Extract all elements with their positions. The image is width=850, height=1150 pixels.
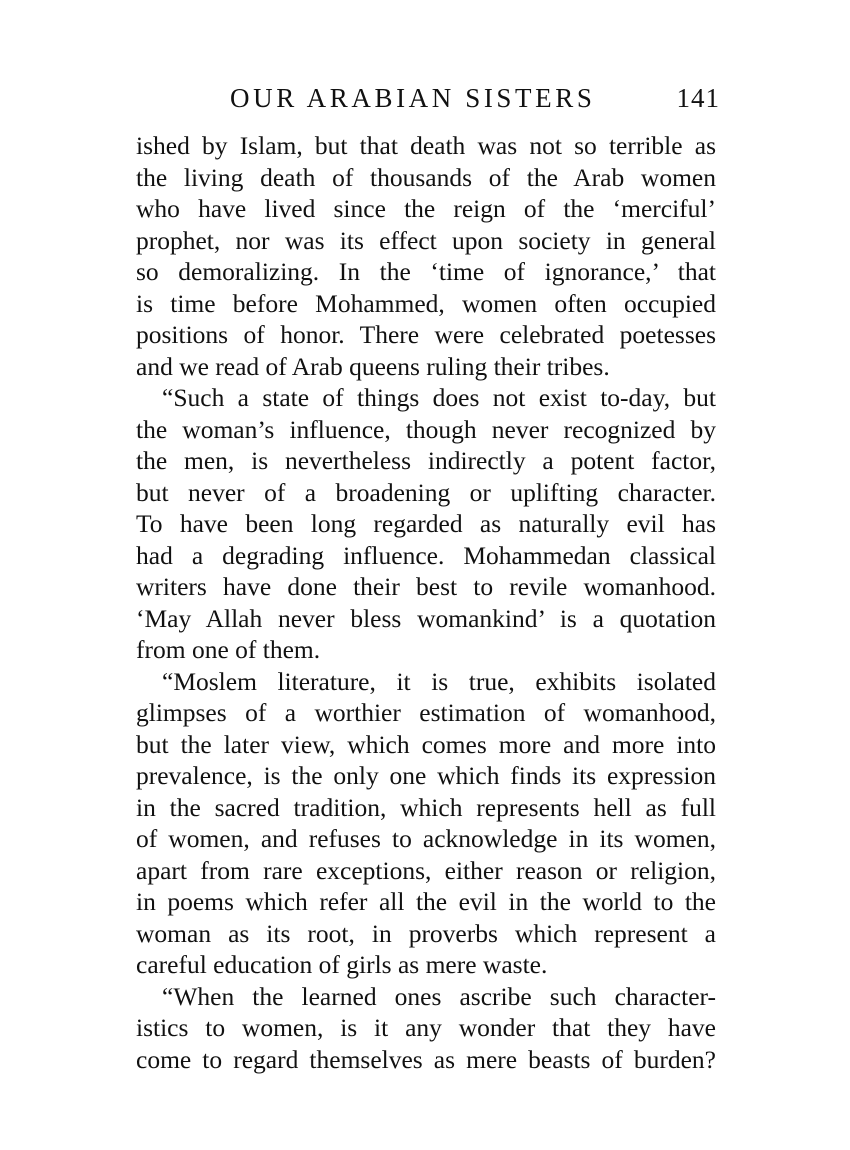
text-line: “When the learned ones ascribe such character- <box>162 981 716 1011</box>
text-line: from one of them. <box>136 635 321 664</box>
text-line: To have been long regarded as naturally evil has <box>136 509 716 538</box>
text-line: prevalence, is the only one which finds its expression <box>136 761 716 790</box>
text-line: but the later view, which comes more and more into <box>136 729 716 759</box>
text-line: but never of a broadening or uplifting character. <box>136 477 716 507</box>
text-line: the living death of thousands of the Arab women <box>136 162 716 192</box>
text-line: positions of honor. There were celebrated poetesses <box>136 320 716 349</box>
text-line: in the sacred tradition, which represents hell as full <box>136 792 716 822</box>
page-number: 141 <box>676 83 720 113</box>
text-line: and we read of Arab queens ruling their tribes. <box>136 351 610 381</box>
text-line: the men, is nevertheless indirectly a potent factor, <box>136 446 716 475</box>
text-line: “Such a state of things does not exist to-day, but <box>162 383 716 412</box>
text-line: woman as its root, in proverbs which represent a <box>136 918 716 948</box>
text-line: so demoralizing. In the ‘time of ignorance,’ that <box>136 257 716 286</box>
text-line: ished by Islam, but that death was not so terrible as <box>136 131 716 160</box>
text-line: glimpses of a worthier estimation of womanhood, <box>136 698 716 727</box>
text-line: of women, and refuses to acknowledge in its women, <box>136 824 716 853</box>
text-line: ‘May Allah never bless womankind’ is a quotation <box>136 603 716 633</box>
running-head <box>230 78 720 118</box>
text-line: writers have done their best to revile womanhood. <box>136 572 716 601</box>
text-line: in poems which refer all the evil in the world to the <box>136 887 716 916</box>
body-text <box>136 130 716 1075</box>
text-line: prophet, nor was its effect upon society in general <box>136 225 716 255</box>
text-line: come to regard themselves as mere beasts of burden? <box>136 1044 716 1074</box>
running-title: OUR ARABIAN SISTERS <box>230 83 596 113</box>
text-line: the woman’s influence, though never recognized by <box>136 414 716 444</box>
text-line: careful education of girls as mere waste. <box>136 950 548 979</box>
text-line: “Moslem literature, it is true, exhibits isolated <box>162 666 716 696</box>
text-line: is time before Mohammed, women often occupied <box>136 288 716 318</box>
text-line: who have lived since the reign of the ‘merciful’ <box>136 194 716 223</box>
text-line: apart from rare exceptions, either reason or religion, <box>136 855 716 885</box>
text-line: had a degrading influence. Mohammedan classical <box>136 540 716 570</box>
text-line: istics to women, is it any wonder that they have <box>136 1013 716 1042</box>
